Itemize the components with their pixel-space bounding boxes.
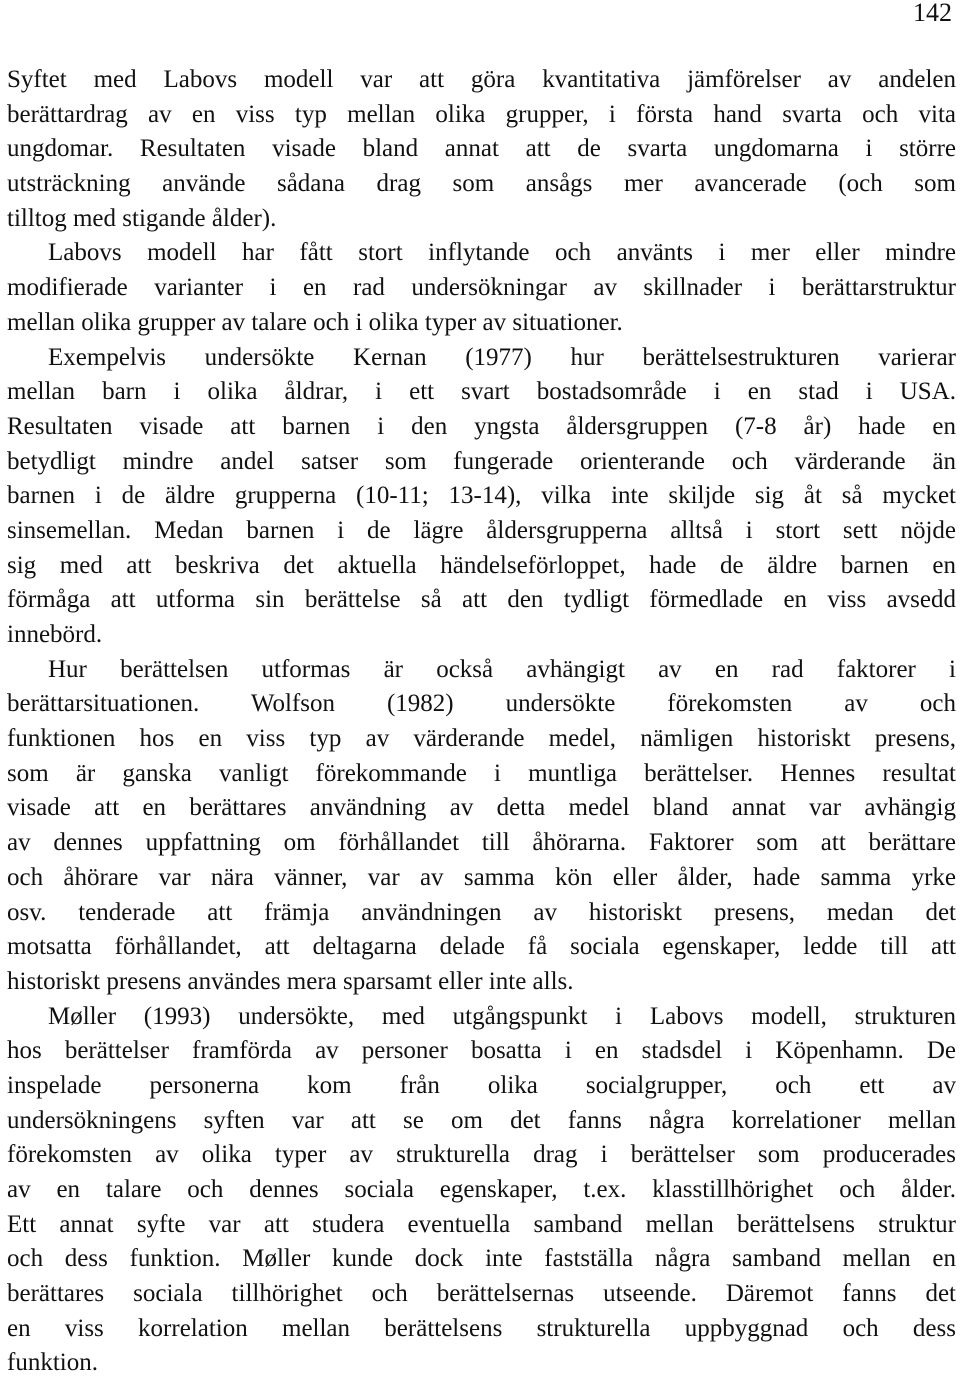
- text-line: Ett annat syfte var att studera eventuella samband mellan berättelsens struktur: [7, 1210, 956, 1238]
- text-line: och dess funktion. Møller kunde dock inte fastställa några samband mellan en: [7, 1245, 956, 1273]
- page-number: 142: [913, 0, 952, 27]
- text-line: modifierade varianter i en rad undersökningar av skillnader i berättarstruktur: [7, 274, 956, 302]
- text-line: Labovs modell har fått stort inflytande och använts i mer eller mindre: [48, 239, 956, 267]
- text-line: undersökningens syften var att se om det fanns några korrelationer mellan: [7, 1106, 956, 1134]
- text-line: inspelade personerna kom från olika socialgrupper, och ett av: [7, 1071, 956, 1099]
- text-line: hos berättelser framförda av personer bosatta i en stadsdel i Köpenhamn. De: [7, 1037, 956, 1065]
- text-line: av dennes uppfattning om förhållandet till åhörarna. Faktorer som att berättare: [7, 829, 956, 857]
- text-line: berättarsituationen. Wolfson (1982) undersökte förekomsten av och: [7, 690, 956, 718]
- text-line: Syftet med Labovs modell var att göra kvantitativa jämförelser av andelen: [7, 66, 956, 93]
- text-line: utsträckning använde sådana drag som ansågs mer avancerade (och som: [7, 170, 956, 198]
- text-line: mellan barn i olika åldrar, i ett svart bostadsområde i en stad i USA.: [7, 378, 956, 406]
- text-line: sinsemellan. Medan barnen i de lägre åldersgrupperna alltså i stort sett nöjde: [7, 516, 956, 544]
- text-line: Exempelvis undersökte Kernan (1977) hur berättelsestrukturen varierar: [48, 343, 956, 371]
- text-line: innebörd.: [7, 621, 103, 648]
- text-line: funktion.: [7, 1349, 98, 1377]
- text-line: sig med att beskriva det aktuella händelseförloppet, hade de äldre barnen en: [7, 551, 956, 579]
- text-line: berättardrag av en viss typ mellan olika grupper, i första hand svarta och vita: [7, 100, 956, 128]
- text-line: ungdomar. Resultaten visade bland annat att de svarta ungdomarna i större: [7, 135, 956, 163]
- text-line: osv. tenderade att främja användningen av historiskt presens, medan det: [7, 898, 956, 926]
- text-line: och åhörare var nära vänner, var av samma kön eller ålder, hade samma yrke: [7, 863, 956, 891]
- body-text: [7, 63, 956, 1381]
- text-line: en viss korrelation mellan berättelsens strukturella uppbyggnad och dess: [7, 1314, 956, 1342]
- text-line: förekomsten av olika typer av strukturella drag i berättelser som producerades: [7, 1141, 956, 1169]
- text-line: betydligt mindre andel satser som fungerade orienterande och värderande än: [7, 447, 956, 475]
- text-line: Resultaten visade att barnen i den yngsta åldersgruppen (7-8 år) hade en: [7, 412, 956, 440]
- text-line: motsatta förhållandet, att deltagarna delade få sociala egenskaper, ledde till att: [7, 933, 956, 961]
- text-line: av en talare och dennes sociala egenskaper, t.ex. klasstillhörighet och ålder.: [7, 1176, 956, 1203]
- text-line: Møller (1993) undersökte, med utgångspunkt i Labovs modell, strukturen: [48, 1002, 956, 1030]
- text-line: visade att en berättares användning av detta medel bland annat var avhängig: [7, 794, 956, 822]
- text-line: Hur berättelsen utformas är också avhängigt av en rad faktorer i: [48, 655, 956, 683]
- text-line: funktionen hos en viss typ av värderande medel, nämligen historiskt presens,: [7, 725, 956, 753]
- text-line: historiskt presens användes mera sparsamt eller inte alls.: [7, 967, 574, 995]
- text-line: förmåga att utforma sin berättelse så att den tydligt förmedlade en viss avsedd: [7, 586, 956, 614]
- text-line: tilltog med stigande ålder).: [7, 204, 277, 232]
- text-line: berättares sociala tillhörighet och berättelsernas utseende. Däremot fanns det: [7, 1280, 956, 1308]
- text-line: mellan olika grupper av talare och i olika typer av situationer.: [7, 308, 623, 336]
- text-line: barnen i de äldre grupperna (10-11; 13-14), vilka inte skiljde sig åt så mycket: [7, 482, 956, 510]
- text-line: som är ganska vanligt förekommande i muntliga berättelser. Hennes resultat: [7, 759, 956, 787]
